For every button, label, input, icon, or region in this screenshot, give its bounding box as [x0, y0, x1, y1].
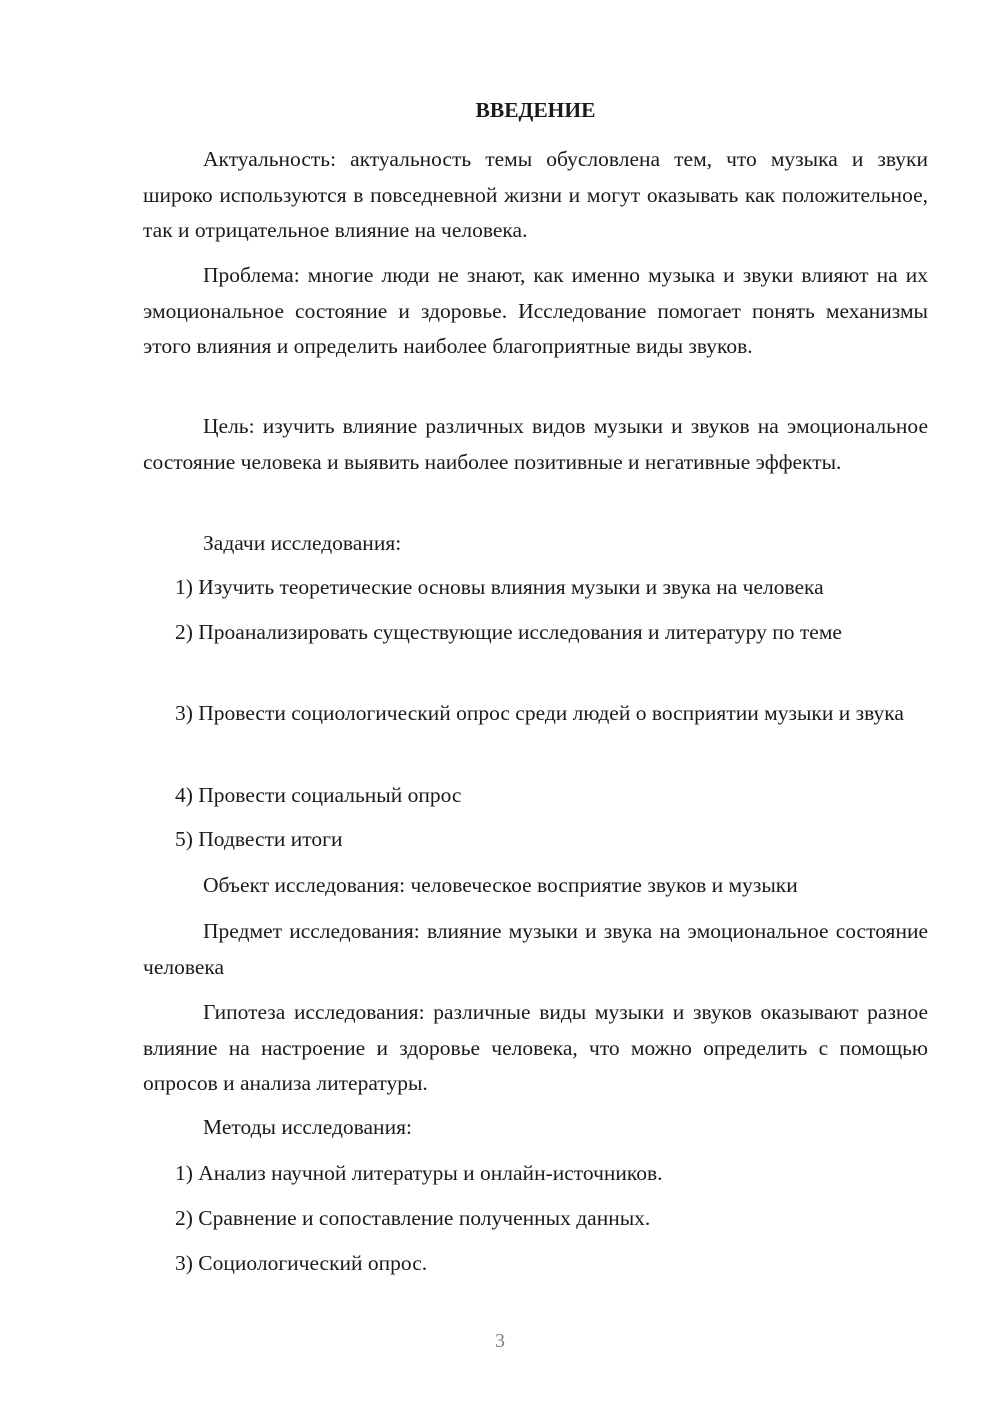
page-number: 3	[495, 1330, 505, 1352]
method-item: 2) Сравнение и сопоставление полученных данных.	[175, 1206, 651, 1230]
task-item: 3) Провести социологический опрос среди людей о восприятии музыки и звука	[175, 701, 904, 725]
task-item: 4) Провести социальный опрос	[175, 783, 462, 807]
tasks-title: Задачи исследования:	[203, 531, 402, 555]
relevance-paragraph: Актуальность: актуальность темы обусловлена тем, что музыка и звуки широко используются в повседневной жизни и могут оказывать как положительное, так и отрицательное влияние на человека.	[143, 147, 928, 242]
method-item: 1) Анализ научной литературы и онлайн-источников.	[175, 1161, 663, 1185]
object-paragraph: Объект исследования: человеческое восприятие звуков и музыки	[203, 873, 798, 897]
methods-title: Методы исследования:	[203, 1115, 412, 1139]
method-item: 3) Социологический опрос.	[175, 1251, 428, 1275]
subject-paragraph: Предмет исследования: влияние музыки и звука на эмоциональное состояние человека	[143, 919, 928, 979]
task-item: 2) Проанализировать существующие исследования и литературу по теме	[175, 620, 842, 644]
task-item: 5) Подвести итоги	[175, 827, 343, 851]
section-heading: ВВЕДЕНИЕ	[475, 98, 596, 122]
problem-paragraph: Проблема: многие люди не знают, как именно музыка и звуки влияют на их эмоциональное состояние и здоровье. Исследование помогает понять механизмы этого влияния и определить наиболее благоприятные виды звуков.	[143, 263, 928, 358]
task-item: 1) Изучить теоретические основы влияния музыки и звука на человека	[175, 575, 824, 599]
hypothesis-paragraph: Гипотеза исследования: различные виды музыки и звуков оказывают разное влияние на настроение и здоровье человека, что можно определить с помощью опросов и анализа литературы.	[143, 1000, 928, 1095]
goal-paragraph: Цель: изучить влияние различных видов музыки и звуков на эмоциональное состояние человека и выявить наиболее позитивные и негативные эффекты.	[143, 414, 928, 474]
